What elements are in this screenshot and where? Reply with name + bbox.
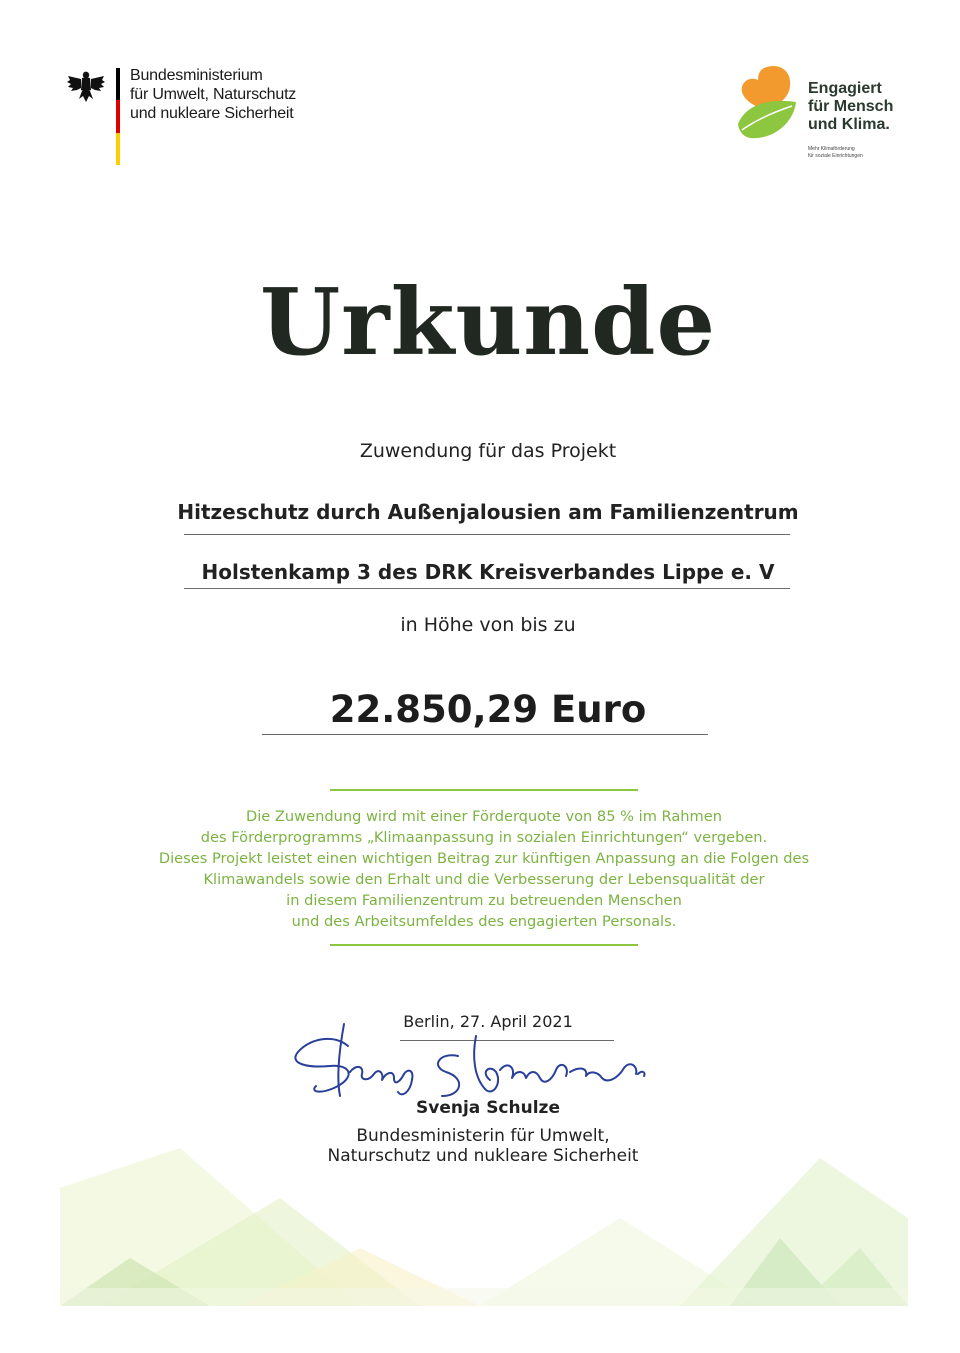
description-line-4: Klimawandels sowie den Erhalt und die Verbesserung der Lebensqualität der [203,871,765,888]
ministry-name [130,66,296,123]
signer-role-line-1: Bundesministerin für Umwelt, [356,1126,610,1146]
flag-bar [116,68,120,166]
amount-label: in Höhe von bis zu [400,614,576,636]
campaign-title-line-3: und Klima. [808,116,890,133]
project-underline-2 [184,588,790,589]
description-line-5: in diesem Familienzentrum zu betreuenden Menschen [286,892,682,909]
heart-leaf-icon [734,64,802,144]
ministry-line-1: Bundesministerium [130,67,263,84]
description-line-6: und des Arbeitsumfeldes des engagierten Personals. [291,913,677,930]
description-line-1: Die Zuwendung wird mit einer Förderquote von 85 % im Rahmen [246,808,722,825]
green-divider-top [330,789,638,791]
ministry-line-2: für Umwelt, Naturschutz [130,86,297,103]
ministry-line-3: und nukleare Sicherheit [130,105,294,122]
handwritten-signature [290,1016,650,1108]
grant-amount: 22.850,29 Euro [329,688,647,731]
campaign-title-line-1: Engagiert [808,80,882,97]
campaign-sub-line-1: Mehr Klimaförderung [808,146,855,152]
signer-role-line-2: Naturschutz und nukleare Sicherheit [327,1146,639,1166]
campaign-logo [734,64,924,174]
project-name-line-1: Hitzeschutz durch Außenjalousien am Familienzentrum [177,500,799,524]
certificate-title: Urkunde [259,268,717,376]
campaign-subtitle [808,146,863,160]
decorative-mountains [60,1138,908,1306]
signer-name: Svenja Schulze [416,1098,560,1118]
description-line-3: Dieses Projekt leistet einen wichtigen Beitrag zur künftigen Anpassung an die Folgen des [158,850,810,867]
ministry-logo [66,66,326,166]
campaign-title-line-2: für Mensch [808,98,894,115]
campaign-sub-line-2: für soziale Einrichtungen [808,153,863,159]
intro-text: Zuwendung für das Projekt [359,440,617,462]
federal-eagle-icon [66,66,106,106]
flag-red [116,100,120,132]
place-date: Berlin, 27. April 2021 [403,1012,573,1031]
grant-description [0,806,960,932]
green-divider-bottom [330,944,638,946]
amount-underline [262,734,708,735]
flag-black [116,68,120,100]
project-name-line-2: Holstenkamp 3 des DRK Kreisverbandes Lippe e. V [201,560,775,584]
flag-gold [116,133,120,165]
description-line-2: des Förderprogramms „Klimaanpassung in sozialen Einrichtungen“ vergeben. [200,829,768,846]
project-underline-1 [184,534,790,535]
campaign-title [808,80,893,134]
